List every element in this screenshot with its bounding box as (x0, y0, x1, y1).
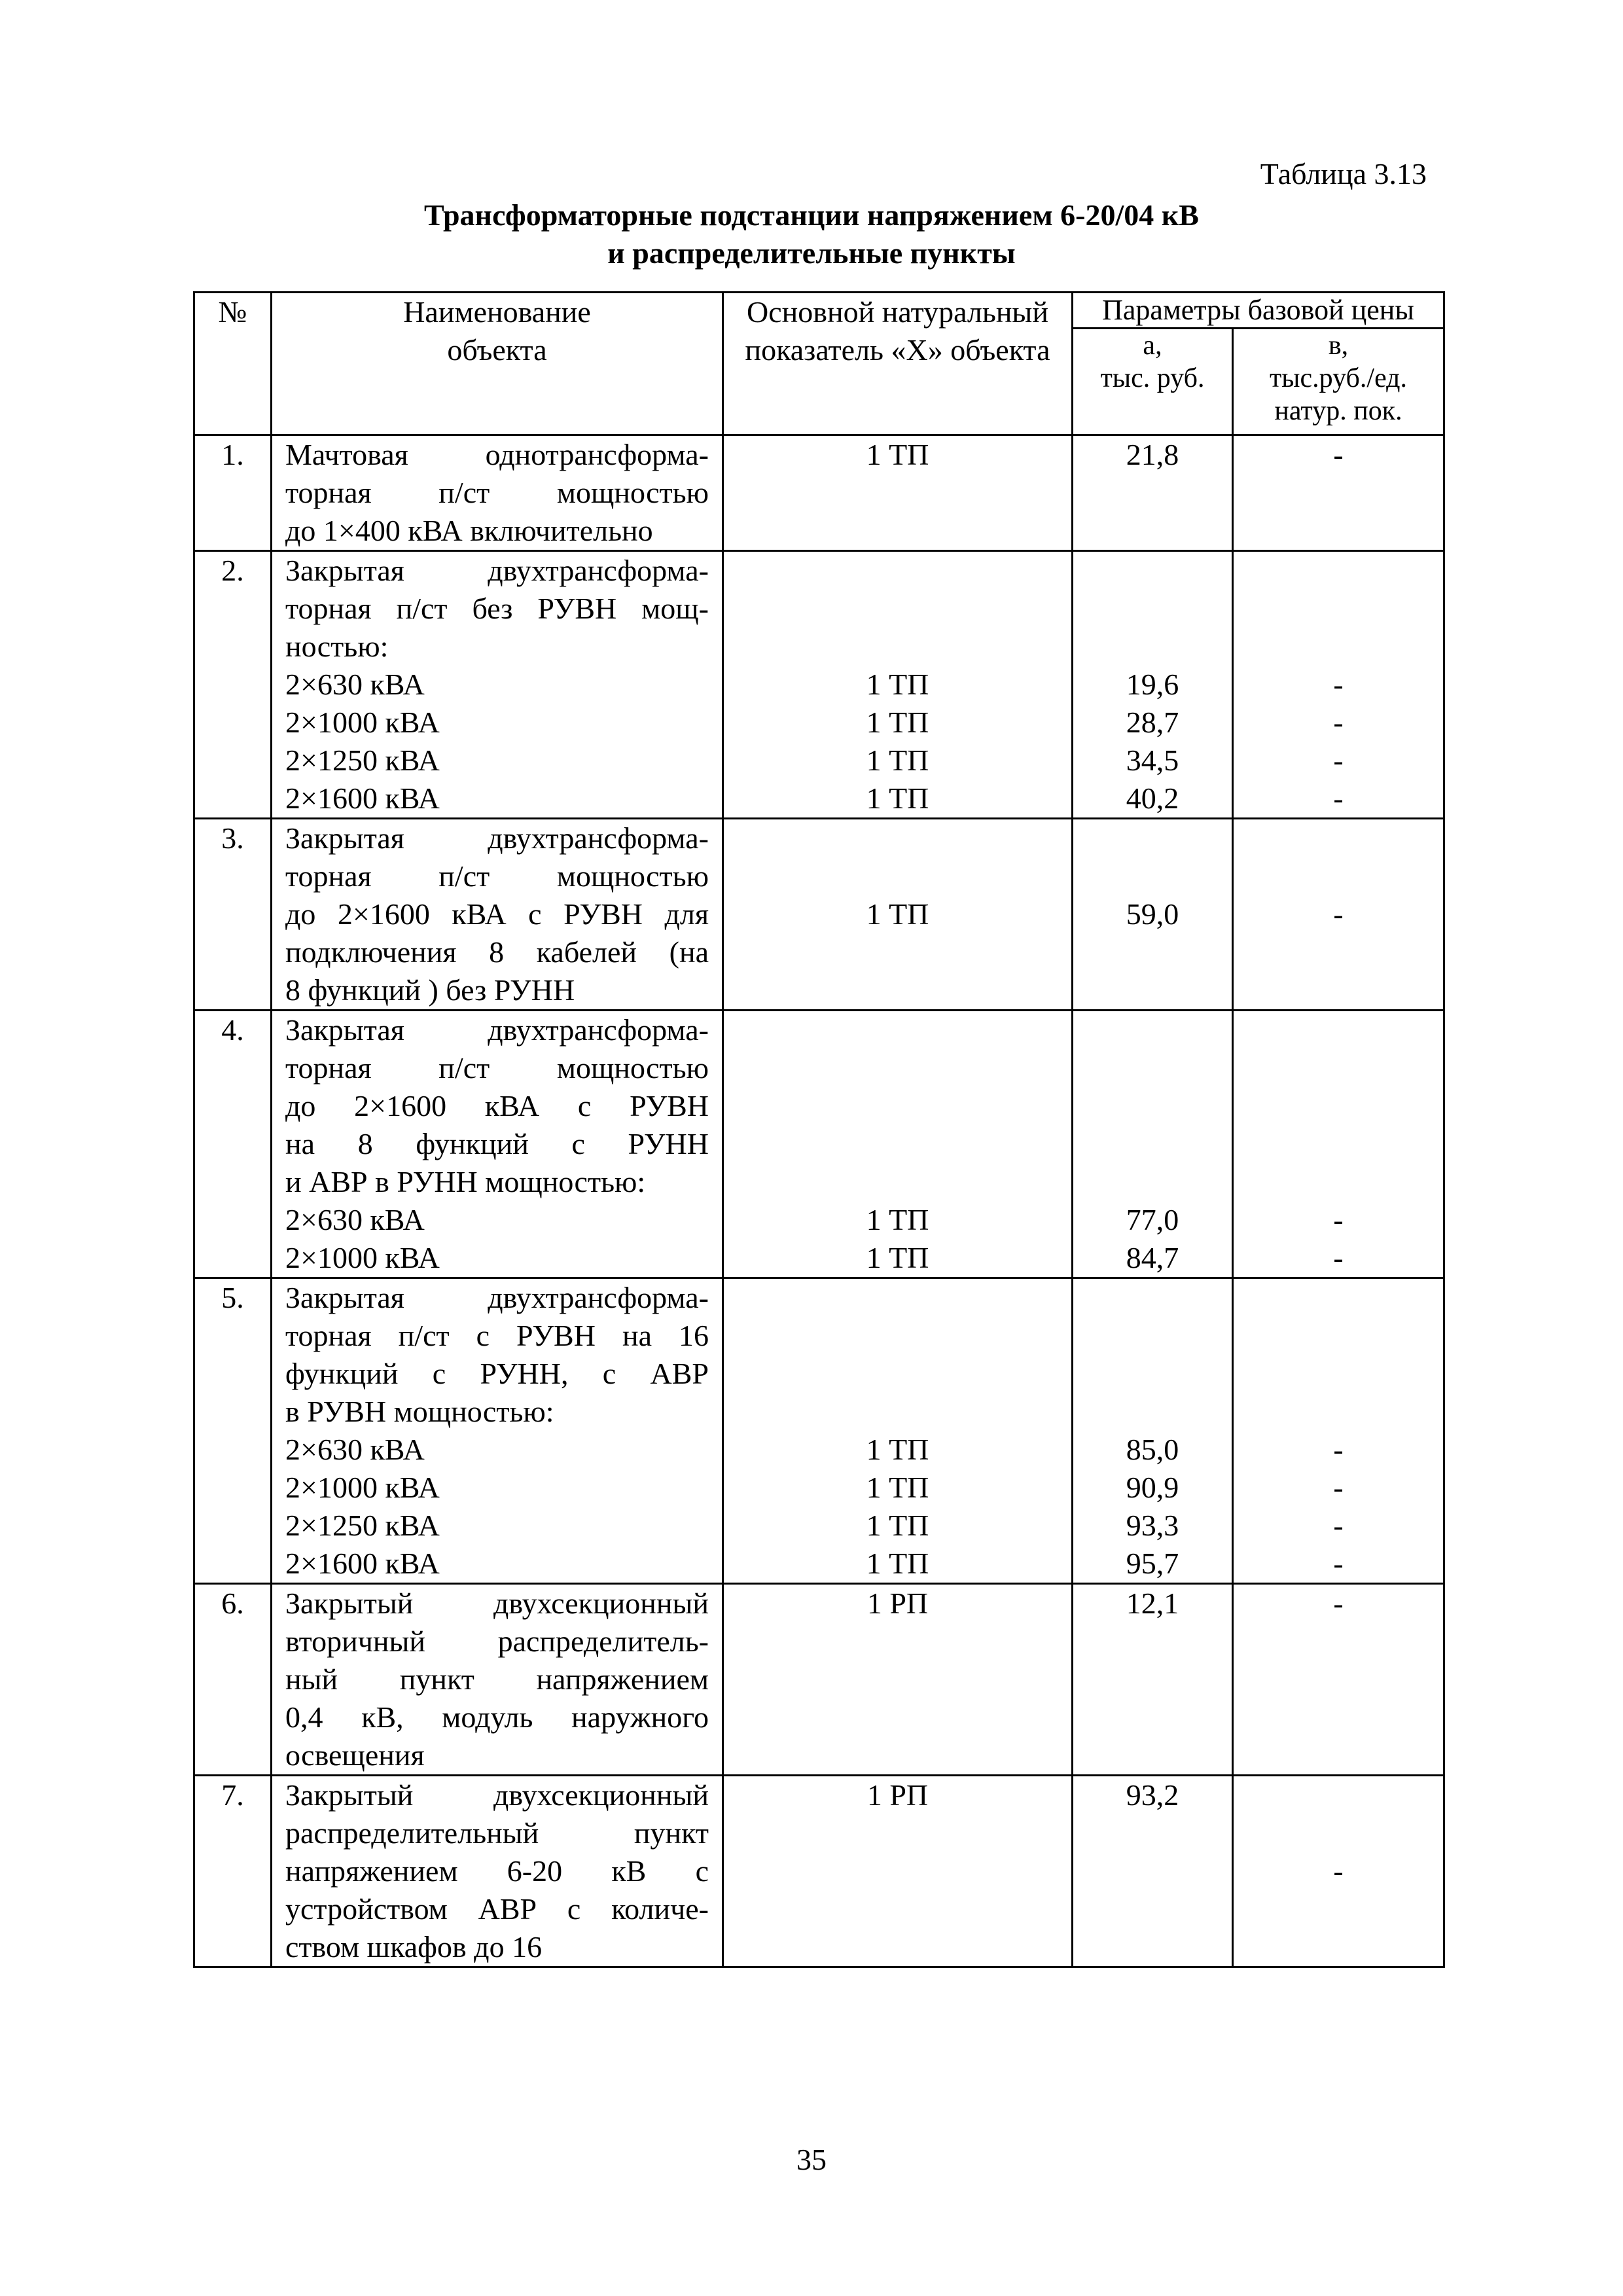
spacer (1073, 552, 1232, 590)
row-b-value (1233, 1584, 1444, 1776)
row-description-line: напряжением 6-20 кВ с (285, 1854, 709, 1888)
row-item-b: - (1333, 1547, 1344, 1580)
row-b-value (1233, 1278, 1444, 1584)
row-a-value (1073, 1278, 1233, 1584)
row-item-b: - (1333, 706, 1344, 739)
row-indicator-value: 1 ТП (866, 897, 929, 931)
row-item-indicator: 1 ТП (866, 1203, 929, 1236)
spacer (724, 1087, 1071, 1125)
row-b-value (1233, 1011, 1444, 1278)
row-b-value (1233, 1776, 1444, 1967)
row-item-a: 28,7 (1126, 706, 1179, 739)
row-description-line: 8 функций ) без РУНН (285, 973, 575, 1007)
row-item-label: 2×630 кВА (285, 1203, 425, 1236)
spacer (1073, 1163, 1232, 1201)
row-item-label: 2×630 кВА (285, 1433, 425, 1466)
row-item-b: - (1333, 744, 1344, 777)
row-b-value (1233, 435, 1444, 551)
row-item-a: 90,9 (1126, 1471, 1179, 1504)
spacer (1073, 1011, 1232, 1049)
spacer (1234, 857, 1443, 895)
row-item-indicator: 1 ТП (866, 706, 929, 739)
row-item-indicator: 1 ТП (866, 1471, 929, 1504)
row-description-line: распределительный пункт (285, 1816, 709, 1850)
row-b-value-text: - (1333, 1854, 1344, 1888)
row-b-value-text: - (1333, 1587, 1344, 1620)
header-a: а, тыс. руб. (1073, 329, 1233, 435)
spacer (1234, 1049, 1443, 1087)
row-description-line: ством шкафов до 16 (285, 1930, 543, 1964)
row-description-line: на 8 функций с РУНН (285, 1127, 709, 1160)
table-title (196, 196, 1427, 272)
row-description-line: в РУВН мощностью: (285, 1395, 554, 1428)
row-indicator (723, 1776, 1073, 1967)
header-row-1 (194, 293, 1444, 329)
spacer (1234, 1814, 1443, 1852)
row-indicator (723, 819, 1073, 1011)
row-item-label: 2×1000 кВА (285, 1471, 440, 1504)
spacer (1234, 819, 1443, 857)
row-a-value (1073, 1584, 1233, 1776)
spacer (1073, 819, 1232, 857)
row-name (272, 1011, 723, 1278)
row-b-value-text: - (1333, 897, 1344, 931)
spacer (1073, 1125, 1232, 1163)
row-description-line: торная п/ст с РУВН на 16 (285, 1319, 709, 1352)
spacer (1073, 1355, 1232, 1393)
spacer (1073, 1279, 1232, 1317)
row-description-line: и АВР в РУНН мощностью: (285, 1165, 646, 1198)
row-description-line: Мачтовая однотрансформа- (285, 438, 709, 471)
page-number: 35 (796, 2143, 827, 2176)
row-description-line: вторичный распределитель- (285, 1624, 709, 1658)
row-item-label: 2×1250 кВА (285, 744, 440, 777)
spacer (724, 1393, 1071, 1431)
table-row (194, 1584, 1444, 1776)
header-name: Наименование объекта (272, 293, 723, 435)
row-indicator-value: 1 ТП (866, 438, 929, 471)
header-params: Параметры базовой цены (1073, 293, 1444, 329)
spacer (724, 590, 1071, 628)
table-row (194, 819, 1444, 1011)
spacer (1234, 1011, 1443, 1049)
row-description-line: торная п/ст мощностью (285, 476, 709, 509)
row-item-indicator: 1 ТП (866, 781, 929, 815)
spacer (1234, 1163, 1443, 1201)
table-body (194, 435, 1444, 1967)
spacer (724, 819, 1071, 857)
row-description-line: до 2×1600 кВА с РУВН (285, 1089, 709, 1122)
row-a-value-text: 93,2 (1126, 1778, 1179, 1812)
row-item-label: 2×1000 кВА (285, 1241, 440, 1274)
row-description-line: Закрытая двухтрансформа- (285, 1281, 709, 1314)
row-indicator-value: 1 РП (866, 1587, 929, 1620)
row-item-b: - (1333, 1203, 1344, 1236)
spacer (1234, 628, 1443, 666)
spacer (1234, 1393, 1443, 1431)
row-description-line: устройством АВР с количе- (285, 1892, 709, 1926)
row-item-indicator: 1 ТП (866, 668, 929, 701)
row-item-label: 2×1000 кВА (285, 706, 440, 739)
row-item-indicator: 1 ТП (866, 744, 929, 777)
header-b: в, тыс.руб./ед. натур. пок. (1233, 329, 1444, 435)
row-indicator (723, 1278, 1073, 1584)
row-description-line: ностью: (285, 630, 389, 663)
spacer (1073, 1393, 1232, 1431)
table-row (194, 1776, 1444, 1967)
row-description-line: подключения 8 кабелей (на (285, 935, 709, 969)
title-line-1: Трансформаторные подстанции напряжением 6-20/04 кВ (424, 198, 1199, 232)
row-name (272, 551, 723, 819)
spacer (1073, 1087, 1232, 1125)
row-item-b: - (1333, 1471, 1344, 1504)
row-item-a: 93,3 (1126, 1509, 1179, 1542)
spacer (724, 1317, 1071, 1355)
row-a-value (1073, 1011, 1233, 1278)
row-description-line: до 2×1600 кВА с РУВН для (285, 897, 709, 931)
row-item-a: 19,6 (1126, 668, 1179, 701)
row-a-value (1073, 435, 1233, 551)
row-a-value-text: 12,1 (1126, 1587, 1179, 1620)
spacer (1073, 1317, 1232, 1355)
row-name (272, 819, 723, 1011)
spacer (1073, 1049, 1232, 1087)
row-indicator (723, 551, 1073, 819)
spacer (724, 1125, 1071, 1163)
row-item-label: 2×1250 кВА (285, 1509, 440, 1542)
row-item-indicator: 1 ТП (866, 1241, 929, 1274)
row-item-indicator: 1 ТП (866, 1509, 929, 1542)
row-item-a: 85,0 (1126, 1433, 1179, 1466)
row-number: 7. (194, 1776, 272, 1967)
row-description-line: Закрытая двухтрансформа- (285, 554, 709, 587)
row-item-a: 95,7 (1126, 1547, 1179, 1580)
spacer (724, 1355, 1071, 1393)
spacer (1234, 552, 1443, 590)
row-item-b: - (1333, 1433, 1344, 1466)
row-a-value-text: 21,8 (1126, 438, 1179, 471)
header-indicator: Основной натуральный показатель «Х» объекта (723, 293, 1073, 435)
row-description-line: торная п/ст мощностью (285, 859, 709, 893)
spacer (1073, 628, 1232, 666)
row-description-line: функций с РУНН, с АВР (285, 1357, 709, 1390)
spacer (1234, 1125, 1443, 1163)
row-number: 2. (194, 551, 272, 819)
table-label: Таблица 3.13 (1260, 157, 1427, 190)
spacer (1234, 1355, 1443, 1393)
row-name (272, 1278, 723, 1584)
row-a-value (1073, 819, 1233, 1011)
row-item-a: 84,7 (1126, 1241, 1179, 1274)
spacer (1234, 590, 1443, 628)
row-indicator-value: 1 РП (866, 1778, 929, 1812)
spacer (724, 552, 1071, 590)
row-indicator (723, 1584, 1073, 1776)
row-item-label: 2×1600 кВА (285, 781, 440, 815)
row-number: 6. (194, 1584, 272, 1776)
row-item-indicator: 1 ТП (866, 1547, 929, 1580)
row-a-value (1073, 551, 1233, 819)
row-indicator (723, 1011, 1073, 1278)
spacer (724, 628, 1071, 666)
row-description-line: Закрытый двухсекционный (285, 1587, 709, 1620)
row-description-line: ный пункт напряжением (285, 1662, 709, 1696)
row-number: 5. (194, 1278, 272, 1584)
row-number: 3. (194, 819, 272, 1011)
row-number: 4. (194, 1011, 272, 1278)
spacer (1234, 1776, 1443, 1814)
row-b-value (1233, 551, 1444, 819)
table-row (194, 435, 1444, 551)
spacer (724, 1163, 1071, 1201)
row-name (272, 435, 723, 551)
spacer (1073, 857, 1232, 895)
price-table (193, 291, 1445, 1968)
title-line-2: и распределительные пункты (607, 236, 1016, 270)
row-indicator (723, 435, 1073, 551)
row-description-line: до 1×400 кВА включительно (285, 514, 653, 547)
row-b-value (1233, 819, 1444, 1011)
row-description-line: освещения (285, 1738, 425, 1772)
spacer (724, 1279, 1071, 1317)
table-row (194, 1278, 1444, 1584)
row-a-value (1073, 1776, 1233, 1967)
row-item-b: - (1333, 668, 1344, 701)
spacer (724, 857, 1071, 895)
row-item-a: 77,0 (1126, 1203, 1179, 1236)
row-name (272, 1776, 723, 1967)
row-item-label: 2×1600 кВА (285, 1547, 440, 1580)
row-item-b: - (1333, 1241, 1344, 1274)
row-b-value-text: - (1333, 438, 1344, 471)
row-item-b: - (1333, 1509, 1344, 1542)
table-row (194, 1011, 1444, 1278)
row-item-a: 34,5 (1126, 744, 1179, 777)
row-description-line: Закрытая двухтрансформа- (285, 1013, 709, 1047)
row-description-line: Закрытая двухтрансформа- (285, 821, 709, 855)
row-item-a: 40,2 (1126, 781, 1179, 815)
spacer (724, 1011, 1071, 1049)
row-name (272, 1584, 723, 1776)
row-item-indicator: 1 ТП (866, 1433, 929, 1466)
row-item-b: - (1333, 781, 1344, 815)
row-description-line: торная п/ст без РУВН мощ- (285, 592, 709, 625)
row-item-label: 2×630 кВА (285, 668, 425, 701)
row-number: 1. (194, 435, 272, 551)
row-description-line: 0,4 кВ, модуль наружного (285, 1700, 709, 1734)
row-description-line: торная п/ст мощностью (285, 1051, 709, 1085)
spacer (724, 1049, 1071, 1087)
spacer (1234, 1279, 1443, 1317)
row-a-value-text: 59,0 (1126, 897, 1179, 931)
spacer (1234, 1317, 1443, 1355)
row-description-line: Закрытый двухсекционный (285, 1778, 709, 1812)
spacer (1234, 1087, 1443, 1125)
table-row (194, 551, 1444, 819)
header-number: № (194, 293, 272, 435)
spacer (1073, 590, 1232, 628)
